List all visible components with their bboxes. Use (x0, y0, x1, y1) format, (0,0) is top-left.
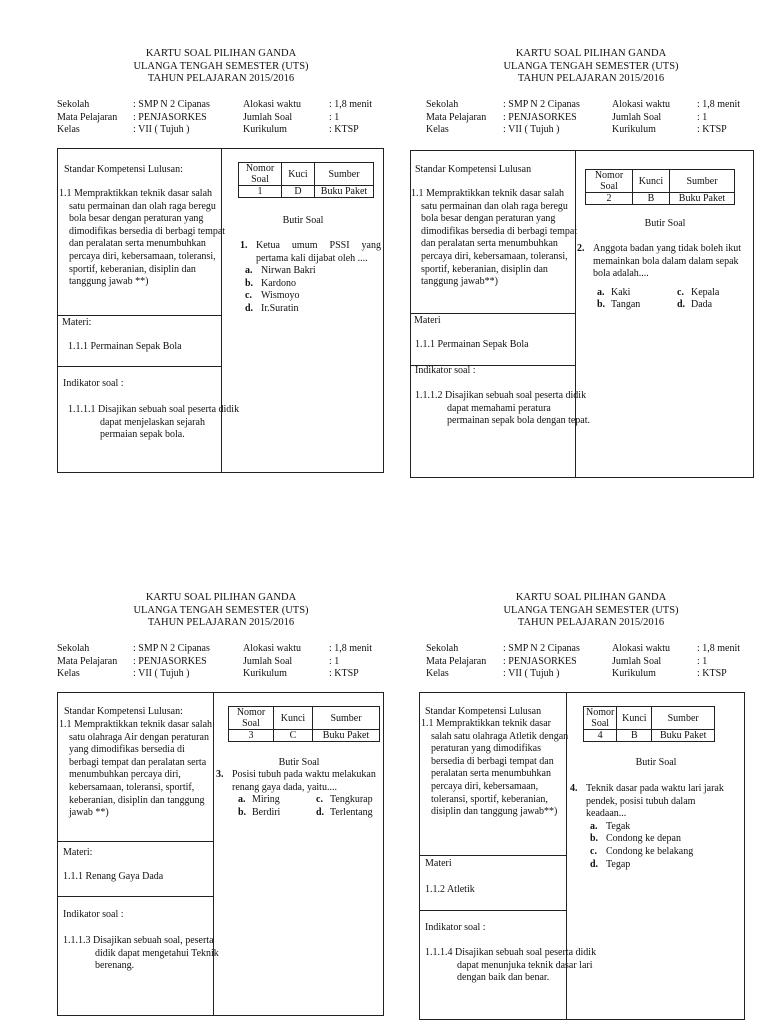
options-row-2 (216, 807, 386, 820)
label-mapel: Mata Pelajaran (57, 111, 118, 123)
label-jumlah: Jumlah Soal (612, 111, 662, 123)
skl-title: Standar Kompetensi Lulusan (425, 706, 542, 717)
card-3 (0, 592, 384, 1024)
key-table (585, 169, 735, 205)
value-jumlah: : 1 (697, 655, 708, 667)
header-subtitle: ULANGA TENGAH SEMESTER (UTS) (503, 60, 679, 72)
td-nomor: 4 (584, 730, 617, 742)
indikator-text: 1.1.1.2 Disajikan sebuah soal peserta didik dapat memahami peratura permainan sepak bola dengan tepat. (415, 390, 590, 427)
option-d: d. Dada (677, 299, 713, 311)
header-year: TAHUN PELAJARAN 2015/2016 (517, 73, 665, 84)
value-jumlah: : 1 (329, 111, 340, 123)
td-sumber: Buku Paket (313, 730, 380, 742)
label-mapel: Mata Pelajaran (426, 655, 487, 667)
header-year: TAHUN PELAJARAN 2015/2016 (517, 617, 665, 628)
header-title: KARTU SOAL PILIHAN GANDA (515, 592, 667, 603)
materi-title: Materi: (62, 317, 92, 328)
card-info (426, 99, 766, 137)
question-number: 3. (216, 769, 224, 780)
card-info (57, 99, 384, 137)
card-frame (57, 148, 384, 473)
th-sumber: Sumber (652, 707, 715, 730)
option-b: b. Condong ke depan (590, 833, 681, 845)
value-kurikulum: : KTSP (329, 668, 359, 679)
value-alokasi: : 1,8 menit (329, 99, 373, 110)
label-sekolah: Sekolah (426, 643, 459, 654)
value-jumlah: : 1 (329, 655, 340, 667)
card-header (414, 48, 768, 86)
question (240, 240, 381, 316)
value-sekolah: : SMP N 2 Cipanas (503, 99, 580, 110)
option-c: c. Condong ke belakang (590, 845, 694, 857)
label-sekolah: Sekolah (57, 99, 90, 110)
label-kurikulum: Kurikulum (612, 668, 656, 679)
th-kunci: Kunci (274, 707, 313, 730)
indikator-title: Indikator soal : (425, 922, 486, 933)
header-title: KARTU SOAL PILIHAN GANDA (515, 48, 667, 59)
th-kunci: Kuci (282, 163, 315, 186)
card-header (58, 48, 384, 86)
th-nomor: Nomor Soal (584, 707, 617, 730)
question (570, 783, 736, 871)
th-nomor: Nomor Soal (239, 163, 282, 186)
th-sumber: Sumber (313, 707, 380, 730)
value-kelas: : VII ( Tujuh ) (503, 668, 560, 679)
materi-title: Materi (425, 858, 452, 869)
td-nomor: 3 (229, 730, 274, 742)
key-table (228, 706, 380, 742)
skl-title: Standar Kompetensi Lulusan (415, 164, 532, 175)
value-kurikulum: : KTSP (329, 124, 359, 135)
header-subtitle: ULANGA TENGAH SEMESTER (UTS) (503, 604, 679, 616)
td-sumber: Buku Paket (315, 186, 374, 198)
question-text: Teknik dasar pada waktu lari jarak pendek, posisi tubuh dalam keadaan... (586, 783, 724, 820)
card-1 (0, 48, 384, 488)
option-a: a. Nirwan Bakri (245, 265, 316, 277)
skl-text: 1.1 Mempraktikkan teknik dasar salah satu permainan dan olah raga beregu bola besar dengan peraturan yang dimodifikas bersedia di berbagi tempat dan peralatan serta menumbuhkan percaya diri, kebersamaan, toleransi, sportif, keberanian, disiplin dan tanggung jawab **) (59, 188, 226, 288)
value-jumlah: : 1 (697, 111, 708, 123)
materi-title: Materi (414, 315, 441, 326)
materi-text: 1.1.1 Renang Gaya Dada (63, 871, 164, 882)
header-subtitle: ULANGA TENGAH SEMESTER (UTS) (133, 60, 309, 72)
option-c: c. Kepala (677, 286, 720, 298)
label-alokasi: Alokasi waktu (612, 643, 671, 654)
card-frame (57, 692, 384, 1016)
question (216, 769, 386, 819)
indikator-title: Indikator soal : (63, 378, 124, 389)
th-kunci: Kunci (633, 170, 670, 193)
td-kunci: C (274, 730, 313, 742)
materi-text: 1.1.1 Permainan Sepak Bola (415, 339, 529, 350)
skl-title: Standar Kompetensi Lulusan: (64, 706, 183, 717)
key-table (238, 162, 374, 198)
option-d: d. Ir.Suratin (245, 302, 299, 314)
value-kurikulum: : KTSP (697, 124, 727, 135)
th-kunci: Kunci (617, 707, 652, 730)
value-kelas: : VII ( Tujuh ) (133, 124, 190, 135)
materi-title: Materi: (63, 847, 93, 858)
options-row-2 (577, 299, 751, 312)
card-frame (419, 692, 745, 1020)
label-kelas: Kelas (426, 124, 449, 135)
label-kurikulum: Kurikulum (243, 124, 287, 135)
value-mapel: : PENJASORKES (133, 111, 207, 123)
options-row-1 (216, 794, 386, 807)
td-kunci: B (617, 730, 652, 742)
value-alokasi: : 1,8 menit (697, 643, 741, 654)
option-c: c. Tengkurap (316, 794, 373, 806)
card-2 (384, 48, 768, 488)
butir-title: Butir Soal (644, 218, 686, 229)
skl-text: 1.1 Mempraktikkan teknik dasar salah satu olahraga Air dengan peraturan yang dimodifikas bersedia di berbagi tempat dan peralatan serta menumbuhkan percaya diri, kebersamaan, toleransi, sportif, keberanian, disiplin dan tanggung jawab **) (59, 719, 213, 819)
label-alokasi: Alokasi waktu (243, 99, 302, 110)
butir-title: Butir Soal (282, 215, 324, 226)
skl-title: Standar Kompetensi Lulusan: (64, 164, 183, 175)
indikator-title: Indikator soal : (415, 365, 476, 376)
label-kurikulum: Kurikulum (243, 668, 287, 679)
header-year: TAHUN PELAJARAN 2015/2016 (147, 73, 295, 84)
label-kurikulum: Kurikulum (612, 124, 656, 135)
label-jumlah: Jumlah Soal (243, 655, 293, 667)
key-table (583, 706, 715, 742)
value-sekolah: : SMP N 2 Cipanas (503, 643, 580, 654)
value-kelas: : VII ( Tujuh ) (503, 124, 560, 135)
value-alokasi: : 1,8 menit (329, 643, 373, 654)
question-text: Posisi tubuh pada waktu melakukan renang gaya dada, yaitu.... (232, 769, 376, 793)
label-alokasi: Alokasi waktu (243, 643, 302, 654)
option-b: b. Kardono (245, 277, 296, 289)
option-a: a. Miring (238, 794, 280, 806)
label-kelas: Kelas (426, 668, 449, 679)
question-number: 1. (240, 240, 248, 251)
butir-title: Butir Soal (278, 757, 320, 768)
td-nomor: 2 (586, 193, 633, 205)
option-b: b. Tangan (597, 299, 641, 311)
materi-text: 1.1.1 Permainan Sepak Bola (68, 341, 182, 352)
indikator-text: 1.1.1.3 Disajikan sebuah soal, peserta didik dapat mengetahui Teknik berenang. (63, 935, 219, 972)
td-sumber: Buku Paket (652, 730, 715, 742)
indikator-text: 1.1.1.1 Disajikan sebuah soal peserta didik dapat menjelaskan sejarah permaian sepak bola. (68, 404, 240, 441)
option-c: c. Wismoyo (245, 290, 300, 302)
question-number: 2. (577, 243, 585, 254)
question-text: Ketua umum PSSI yang pertama kali dijabat oleh .... (256, 240, 381, 264)
header-subtitle: ULANGA TENGAH SEMESTER (UTS) (133, 604, 309, 616)
value-mapel: : PENJASORKES (133, 655, 207, 667)
option-a: a. Tegak (590, 820, 631, 832)
label-alokasi: Alokasi waktu (612, 99, 671, 110)
label-jumlah: Jumlah Soal (243, 111, 293, 123)
header-year: TAHUN PELAJARAN 2015/2016 (147, 617, 295, 628)
value-mapel: : PENJASORKES (503, 111, 577, 123)
header-title: KARTU SOAL PILIHAN GANDA (145, 592, 297, 603)
card-frame (410, 150, 754, 478)
question-text: Anggota badan yang tidak boleh ikut memainkan bola dalam dalam sepak bola adalah.... (593, 243, 742, 280)
th-sumber: Sumber (315, 163, 374, 186)
th-sumber: Sumber (670, 170, 735, 193)
skl-text: 1.1 Mempraktikkan teknik dasar salah satu permainan dan olah raga beregu bola besar dengan peraturan yang dimodifikas bersedia di berbagi tempat dan peralatan serta menumbuhkan percaya diri, kebersamaan, toleransi, sportif, keberanian, disiplin dan tanggung jawab**) (411, 188, 578, 288)
label-sekolah: Sekolah (426, 99, 459, 110)
header-title: KARTU SOAL PILIHAN GANDA (145, 48, 297, 59)
value-sekolah: : SMP N 2 Cipanas (133, 99, 210, 110)
label-mapel: Mata Pelajaran (426, 111, 487, 123)
card-header (414, 592, 768, 630)
value-mapel: : PENJASORKES (503, 655, 577, 667)
td-kunci: B (633, 193, 670, 205)
card-header (58, 592, 384, 630)
th-nomor: Nomor Soal (229, 707, 274, 730)
td-nomor: 1 (239, 186, 282, 198)
td-kunci: D (282, 186, 315, 198)
value-sekolah: : SMP N 2 Cipanas (133, 643, 210, 654)
label-sekolah: Sekolah (57, 643, 90, 654)
label-mapel: Mata Pelajaran (57, 655, 118, 667)
td-sumber: Buku Paket (670, 193, 735, 205)
option-b: b. Berdiri (238, 806, 281, 818)
value-kelas: : VII ( Tujuh ) (133, 668, 190, 679)
option-a: a. Kaki (597, 286, 631, 298)
butir-title: Butir Soal (635, 757, 677, 768)
label-kelas: Kelas (57, 668, 80, 679)
options-row-1 (577, 287, 751, 300)
indikator-title: Indikator soal : (63, 909, 124, 920)
label-jumlah: Jumlah Soal (612, 655, 662, 667)
question-number: 4. (570, 783, 578, 794)
label-kelas: Kelas (57, 124, 80, 135)
option-d: d. Terlentang (316, 806, 373, 818)
card-info (426, 643, 766, 681)
materi-text: 1.1.2 Atletik (425, 884, 475, 895)
question (577, 243, 751, 312)
card-4 (384, 592, 768, 1024)
th-nomor: Nomor Soal (586, 170, 633, 193)
option-d: d. Tegap (590, 858, 631, 870)
card-info (57, 643, 384, 681)
value-alokasi: : 1,8 menit (697, 99, 741, 110)
skl-text: 1.1 Mempraktikkan teknik dasar salah satu olahraga Atletik dengan peraturan yang dimodifikas bersedia di berbagi tempat dan peralatan serta menumbuhkan percaya diri, kebersamaan, toleransi, sportif, keberanian, disiplin dan tanggung jawab**) (421, 718, 569, 818)
indikator-text: 1.1.1.4 Disajikan sebuah soal peserta didik dapat menunjuka teknik dasar lari dengan baik dan benar. (425, 947, 597, 984)
value-kurikulum: : KTSP (697, 668, 727, 679)
